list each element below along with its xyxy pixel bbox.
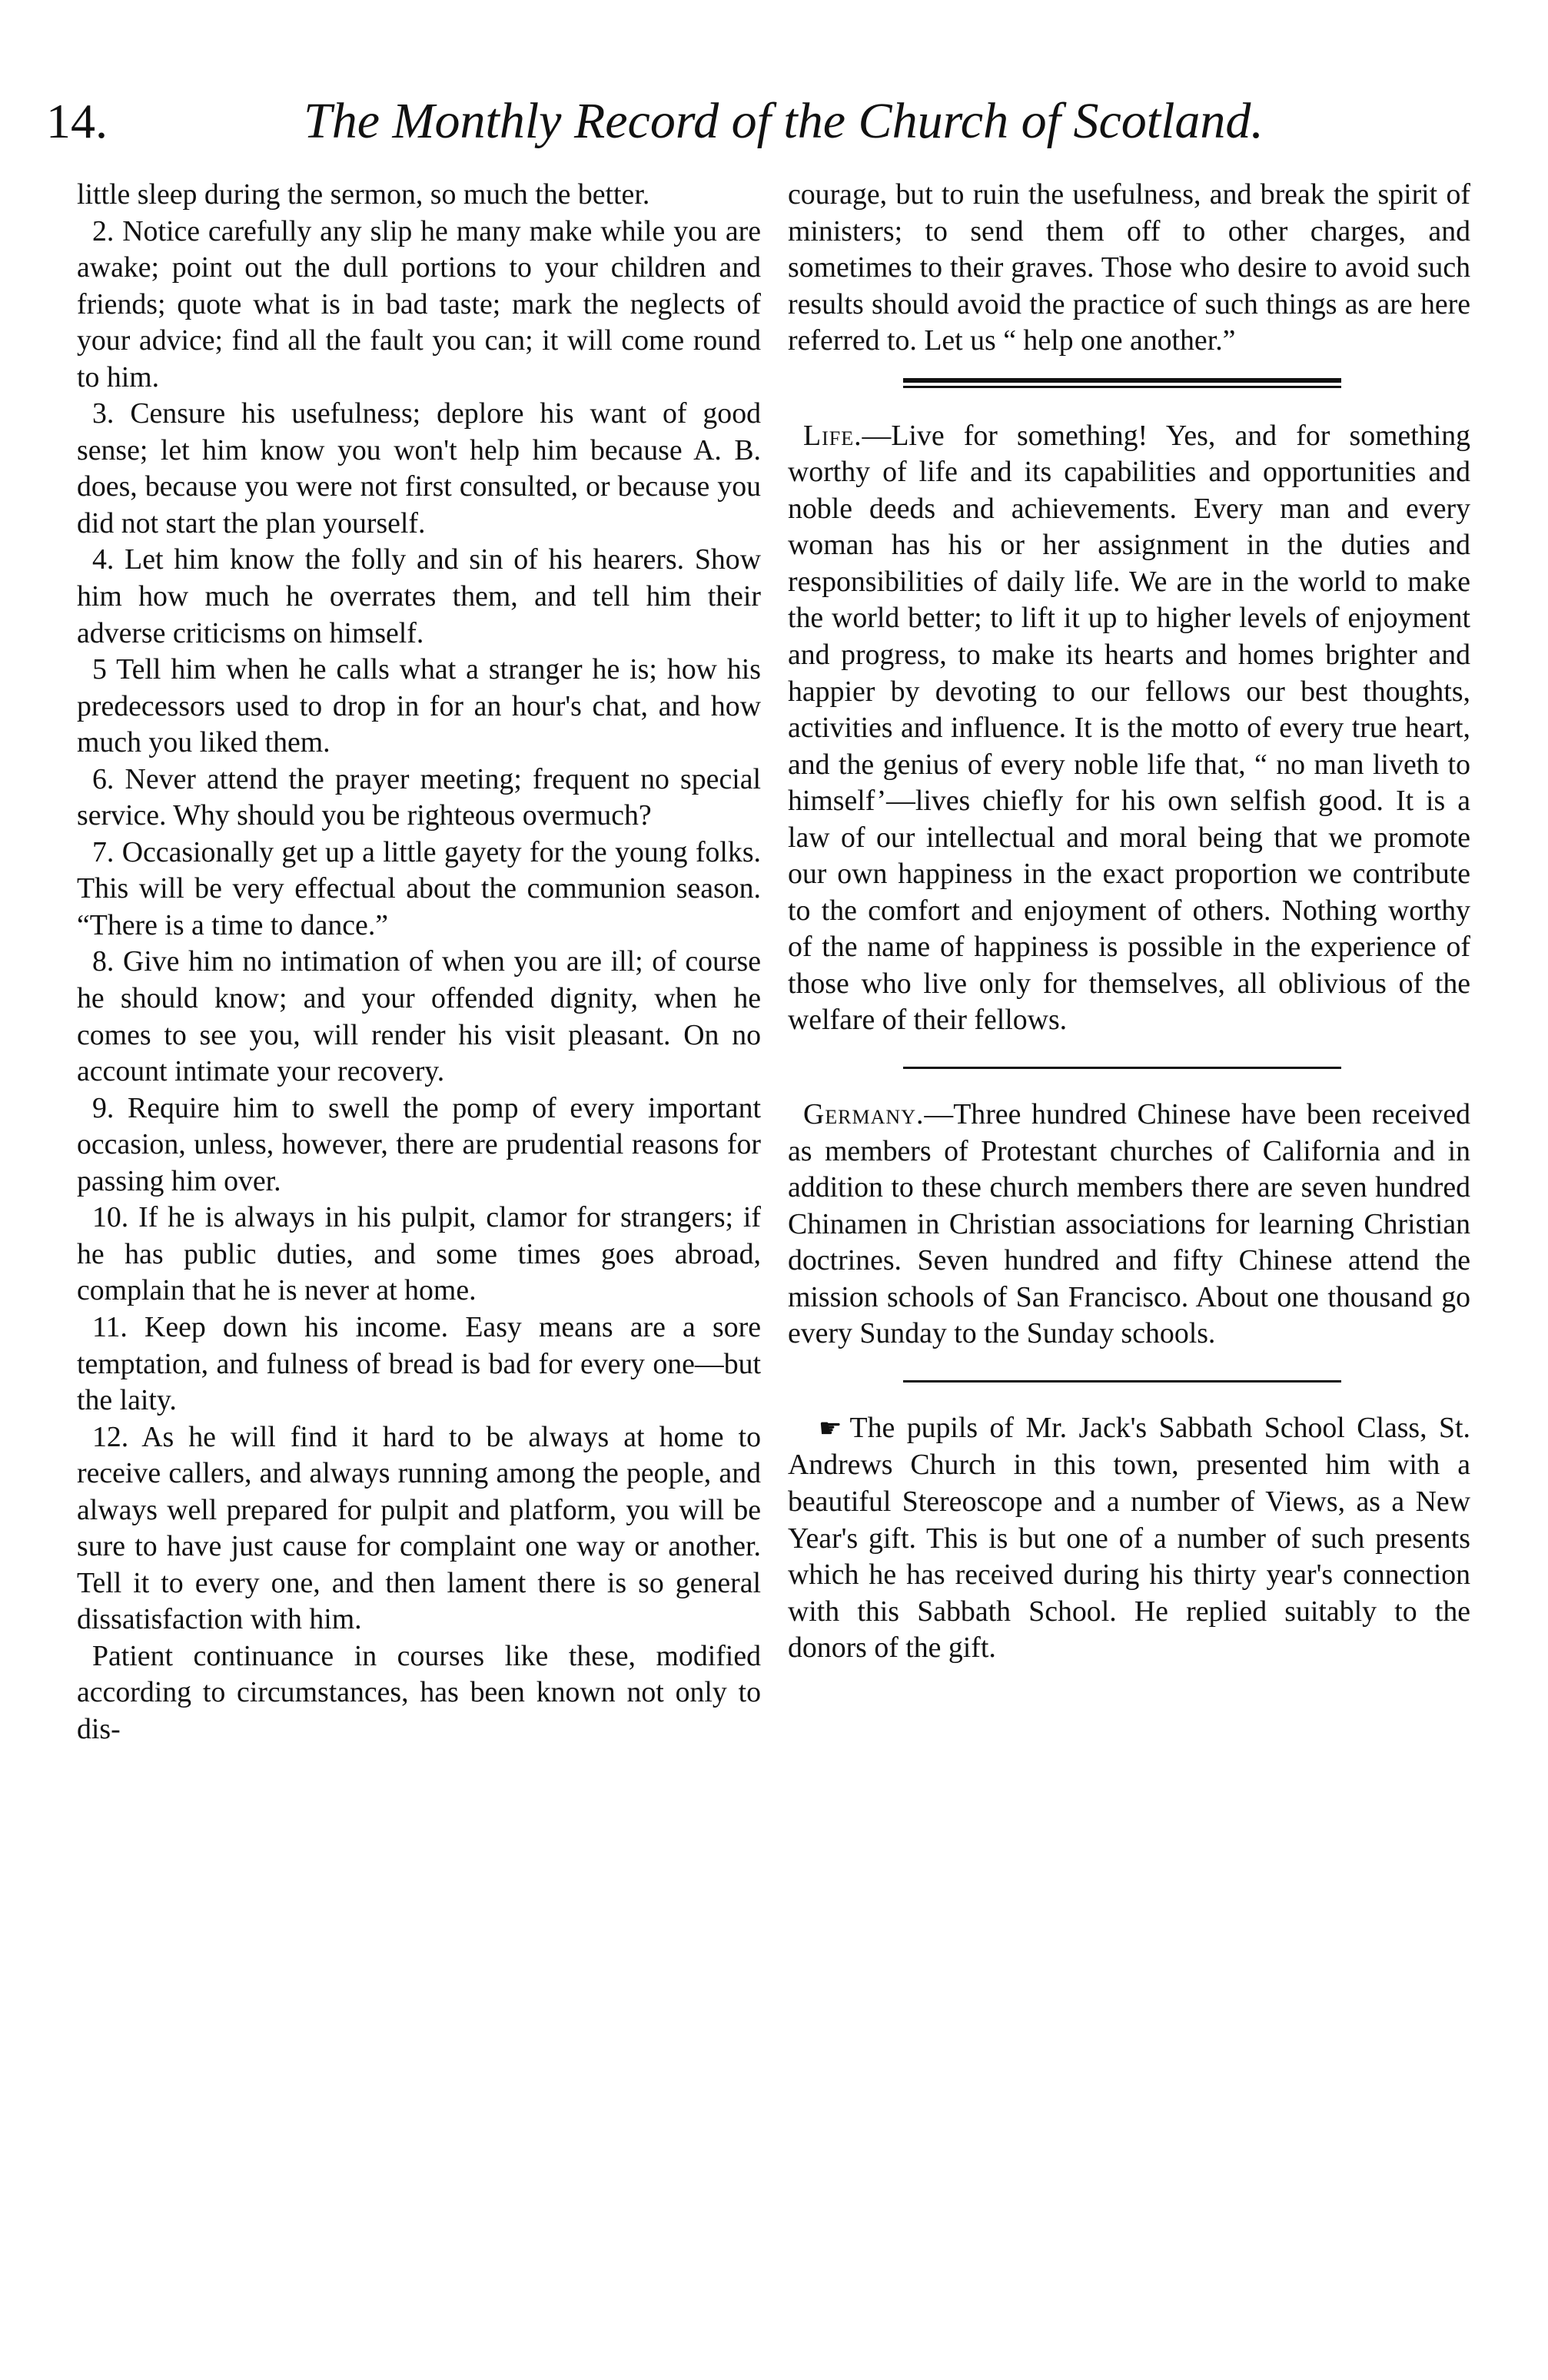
- continuation-paragraph: courage, but to ruin the usefulness, and break the spirit of ministers; to send them off to other charges, and sometimes to their graves. Those who desire to avoid such results should avoid the practice of such things as are here referred to. Let us “ help one another.”: [788, 178, 1470, 357]
- running-title: The Monthly Record of the Church of Scotland.: [304, 93, 1264, 149]
- germany-text: —Three hundred Chinese have been received as members of Protestant churches of California and in addition to these church members there are seven hundred Chinamen in Christian associations for learning Christian doctrines. Seven hundred and fifty Chinese attend the mission schools of San Francisco. About one thousand go every Sunday to the Sunday schools.: [788, 1098, 1470, 1350]
- rule-divider: [903, 1380, 1341, 1383]
- notice-article: [788, 1410, 1470, 1667]
- life-article: [788, 418, 1470, 1039]
- notice-text: The pupils of Mr. Jack's Sabbath School Class, St. Andrews Church in this town, presented him with a beautiful Stereoscope and a number of Views, as a New Year's gift. This is but one of a number of such presents which he has received during his thirty year's connection with this Sabbath School. He replied suitably to the donors of the gift.: [788, 1411, 1470, 1665]
- paragraph: 5 Tell him when he calls what a stranger he is; how his predecessors used to drop in for an hour's chat, and how much you liked them.: [77, 653, 761, 759]
- rule-thin-line: [903, 386, 1341, 388]
- paragraph: 4. Let him know the folly and sin of his hearers. Show him how much he overrates them, and tell him their adverse criticisms on himself.: [77, 543, 761, 649]
- paragraph: 2. Notice carefully any slip he many make while you are awake; point out the dull portions to your children and friends; quote what is in bad taste; mark the neglects of your advice; find all the fault you can; it will come round to him.: [77, 214, 761, 393]
- paragraph: Patient continuance in courses like these, modified according to circumstances, has been known not only to dis-: [77, 1639, 761, 1745]
- paragraph: 9. Require him to swell the pomp of every important occasion, unless, however, there are prudential reasons for passing him over.: [77, 1091, 761, 1197]
- page-number: 14.: [46, 94, 108, 148]
- germany-heading: Germany.: [803, 1098, 925, 1131]
- left-column: [77, 177, 761, 1748]
- pointing-hand-icon: ☛: [819, 1414, 842, 1443]
- paragraph: 11. Keep down his income. Easy means are a sore temptation, and fulness of bread is bad for every one—but the laity.: [77, 1310, 761, 1417]
- paragraph: 12. As he will find it hard to be always at home to receive callers, and always running among the people, and always well prepared for pulpit and platform, you will be sure to have just cause for complaint one way or another. Tell it to every one, and then lament there is so general dissatisfaction with him.: [77, 1420, 761, 1636]
- paragraph: little sleep during the sermon, so much the better.: [77, 178, 650, 211]
- double-rule-divider: [903, 378, 1341, 390]
- life-text: —Live for something! Yes, and for something worthy of life and its capabilities and opportunities and noble deeds and achievements. Every man and every woman has his or her assignment in the duties and responsibilities of daily life. We are in the world to make the world better; to lift it up to higher levels of enjoyment and progress, to make its hearts and homes brighter and happier by devoting to our fellows our best thoughts, activities and influence. It is the motto of every true heart, and the genius of every noble life that, “ no man liveth to himself’—lives chiefly for his own selfish good. It is a law of our intellectual and moral being that we promote our own happiness in the exact proportion we contribute to the comfort and enjoyment of others. Nothing worthy of the name of happiness is possible in the experience of those who live only for themselves, all oblivious of the welfare of their fellows.: [788, 419, 1470, 1037]
- page-header: [46, 91, 1399, 160]
- paragraph: 10. If he is always in his pulpit, clamor for strangers; if he has public duties, and some times goes abroad, complain that he is never at home.: [77, 1201, 761, 1307]
- rule-thick-line: [903, 378, 1341, 383]
- paragraph: 7. Occasionally get up a little gayety for the young folks. This will be very effectual about the communion season. “There is a time to dance.”: [77, 835, 761, 941]
- germany-article: [788, 1097, 1470, 1353]
- right-column: [788, 177, 1470, 1667]
- paragraph: 3. Censure his usefulness; deplore his want of good sense; let him know you won't help him because A. B. does, because you were not first consulted, or because you did not start the plan yourself.: [77, 397, 761, 539]
- life-heading: Life.: [803, 419, 862, 452]
- rule-divider: [903, 1067, 1341, 1069]
- paragraph: 6. Never attend the prayer meeting; frequent no special service. Why should you be righteous overmuch?: [77, 762, 761, 832]
- paragraph: 8. Give him no intimation of when you are ill; of course he should know; and your offended dignity, when he comes to see you, will render his visit pleasant. On no account intimate your recovery.: [77, 945, 761, 1088]
